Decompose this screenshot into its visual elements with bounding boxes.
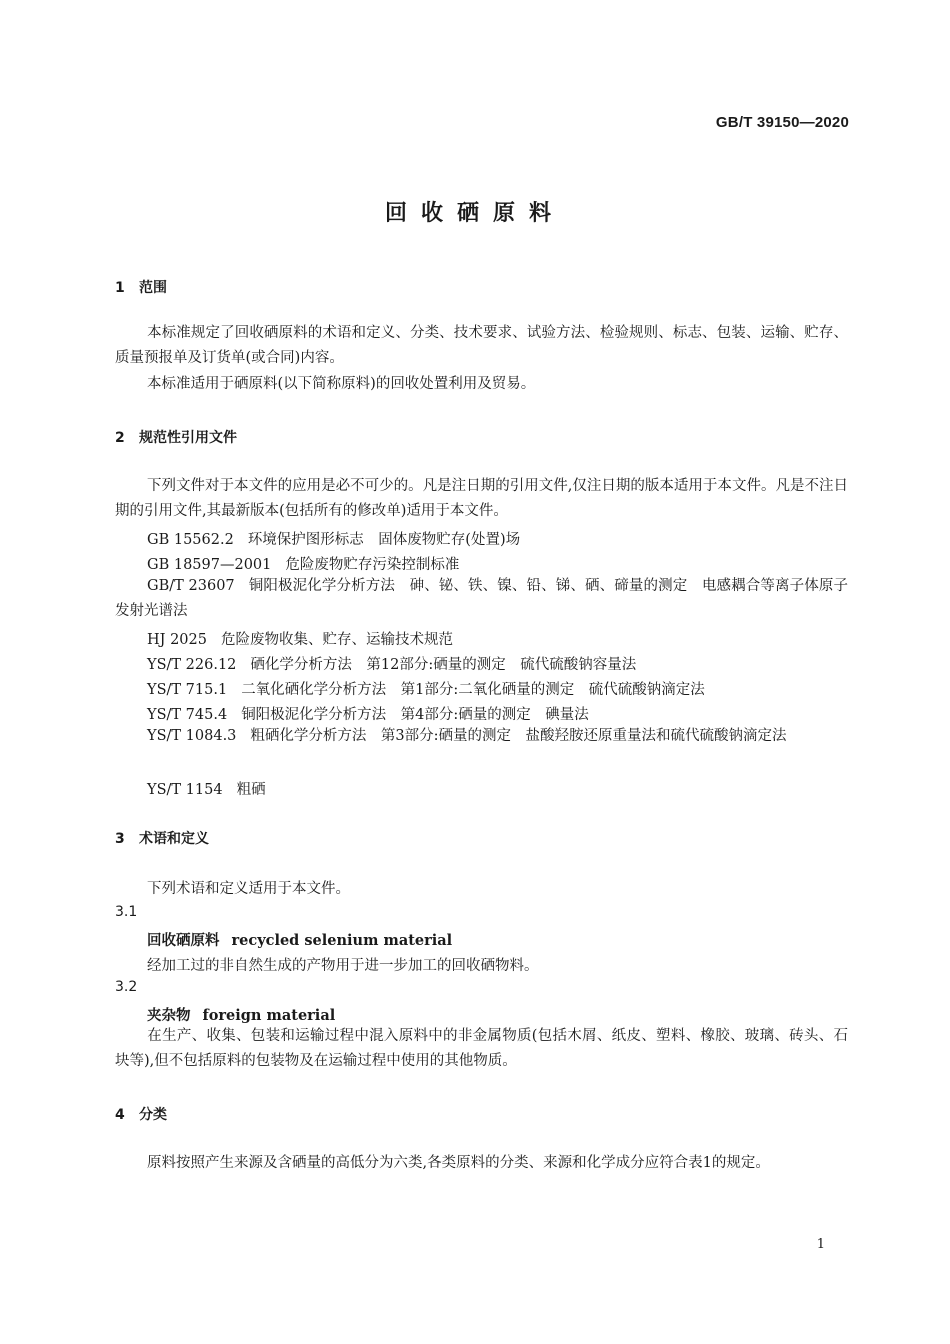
reference-title: 危险废物收集、贮存、运输技术规范	[220, 632, 453, 648]
reference-item	[147, 678, 705, 699]
reference-item	[147, 778, 266, 799]
reference-code: HJ 2025	[147, 632, 207, 648]
paragraph: 本标准适用于硒原料(以下简称原料)的回收处置利用及贸易。	[147, 376, 536, 392]
section-number: 3	[115, 831, 125, 847]
reference-title: 二氧化硒化学分析方法 第1部分:二氧化硒量的测定 硫代硫酸钠滴定法	[241, 682, 705, 698]
section-title: 范围	[139, 280, 167, 296]
term-en: foreign material	[202, 1007, 336, 1024]
section-number: 2	[115, 430, 125, 446]
term-heading	[147, 1004, 335, 1025]
reference-code: GB 18597—2001	[147, 557, 272, 573]
term-cn: 夹杂物	[147, 1007, 191, 1024]
reference-item	[147, 653, 636, 674]
term-number: 3.1	[115, 904, 138, 920]
term-definition: 经加工过的非自然生成的产物用于进一步加工的回收硒物料。	[147, 958, 539, 974]
paragraph: 本标准规定了回收硒原料的术语和定义、分类、技术要求、试验方法、检验规则、标志、包装、运输、贮存、质量预报单及订货单(或合同)内容。	[115, 325, 848, 366]
reference-item	[147, 703, 589, 724]
document-title: 回收硒原料	[384, 201, 565, 226]
reference-item	[147, 553, 459, 574]
reference-title: 粗硒	[236, 782, 266, 798]
reference-item	[115, 724, 848, 749]
section-2-heading	[115, 427, 237, 447]
reference-title: 铜阳极泥化学分析方法 砷、铋、铁、镍、铅、锑、硒、碲量的测定 电感耦合等离子体原子发射光谱法	[115, 578, 849, 619]
reference-code: YS/T 745.4	[147, 707, 228, 723]
reference-item	[147, 528, 520, 549]
reference-title: 危险废物贮存污染控制标准	[285, 557, 460, 573]
term-number: 3.2	[115, 979, 138, 995]
section-title: 规范性引用文件	[139, 430, 237, 446]
reference-title: 硒化学分析方法 第12部分:硒量的测定 硫代硫酸钠容量法	[250, 657, 637, 673]
standard-code: GB/T 39150—2020	[715, 114, 849, 131]
term-heading	[147, 929, 452, 950]
reference-title: 铜阳极泥化学分析方法 第4部分:硒量的测定 碘量法	[241, 707, 589, 723]
section-title: 分类	[139, 1107, 167, 1123]
section-number: 4	[115, 1107, 125, 1123]
term-en: recycled selenium material	[231, 932, 453, 949]
reference-code: YS/T 1084.3	[147, 728, 237, 744]
reference-title: 环境保护图形标志 固体废物贮存(处置)场	[247, 532, 521, 548]
term-definition: 在生产、收集、包装和运输过程中混入原料中的非金属物质(包括木屑、纸皮、塑料、橡胶、玻璃、砖头、石块等),但不包括原料的包装物及在运输过程中使用的其他物质。	[115, 1028, 848, 1069]
page-number: 1	[816, 1237, 825, 1252]
paragraph: 下列术语和定义适用于本文件。	[147, 881, 350, 897]
section-number: 1	[115, 280, 125, 296]
term-cn: 回收硒原料	[147, 932, 220, 949]
reference-code: YS/T 715.1	[147, 682, 228, 698]
paragraph: 原料按照产生来源及含硒量的高低分为六类,各类原料的分类、来源和化学成分应符合表1的规定。	[147, 1155, 770, 1171]
reference-item	[115, 574, 848, 624]
reference-code: YS/T 1154	[147, 782, 223, 798]
reference-code: GB/T 23607	[147, 578, 235, 594]
reference-code: GB 15562.2	[147, 532, 234, 548]
paragraph: 下列文件对于本文件的应用是必不可少的。凡是注日期的引用文件,仅注日期的版本适用于本文件。凡是不注日期的引用文件,其最新版本(包括所有的修改单)适用于本文件。	[115, 478, 848, 519]
reference-code: YS/T 226.12	[147, 657, 237, 673]
section-4-heading	[115, 1104, 167, 1124]
reference-item	[147, 628, 453, 649]
section-3-heading	[115, 828, 209, 848]
section-title: 术语和定义	[139, 831, 209, 847]
reference-title: 粗硒化学分析方法 第3部分:硒量的测定 盐酸羟胺还原重量法和硫代硫酸钠滴定法	[250, 728, 787, 744]
section-1-heading	[115, 277, 167, 297]
